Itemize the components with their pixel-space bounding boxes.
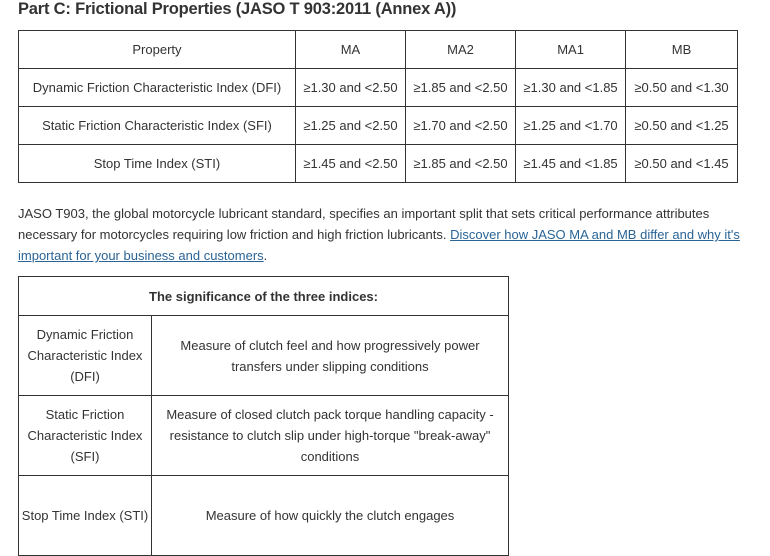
table-cell: ≥1.85 and <2.50: [405, 145, 515, 183]
header-property: Property: [19, 31, 296, 69]
table-row: [19, 396, 509, 476]
index-meaning: Measure of how quickly the clutch engages: [152, 476, 509, 556]
header-ma: MA: [295, 31, 405, 69]
table-cell: ≥1.70 and <2.50: [405, 107, 515, 145]
jaso-ma-mb-link[interactable]: Discover how JASO MA and MB differ and why it's important for your business and customers: [18, 227, 740, 263]
section-heading: Part C: Frictional Properties (JASO T 903:2011 (Annex A)): [18, 0, 457, 18]
property-name: Stop Time Index (STI): [19, 145, 296, 183]
header-mb: MB: [626, 31, 738, 69]
table-cell: ≥1.25 and <2.50: [295, 107, 405, 145]
paragraph-text: JASO T903, the global motorcycle lubricant standard, specifies an important split that sets critical performance attributes necessary for motorcycles requiring low friction and high friction lubricants.: [18, 206, 710, 242]
significance-table: [18, 276, 509, 556]
index-name: Stop Time Index (STI): [19, 476, 152, 556]
index-name: Static Friction Characteristic Index (SFI): [19, 396, 152, 476]
table-row: [19, 107, 738, 145]
frictional-properties-table: [18, 30, 738, 183]
table-cell: ≥0.50 and <1.45: [626, 145, 738, 183]
index-meaning: Measure of closed clutch pack torque handling capacity - resistance to clutch slip under high-torque "break-away" conditions: [152, 396, 509, 476]
table-cell: ≥0.50 and <1.25: [626, 107, 738, 145]
table-header-row: [19, 277, 509, 316]
paragraph-end: .: [263, 248, 268, 263]
index-name: Dynamic Friction Characteristic Index (DFI): [19, 316, 152, 396]
table-cell: ≥1.45 and <2.50: [295, 145, 405, 183]
table-row: [19, 316, 509, 396]
table-cell: ≥0.50 and <1.30: [626, 69, 738, 107]
table-header-row: [19, 31, 738, 69]
property-name: Dynamic Friction Characteristic Index (DFI): [19, 69, 296, 107]
table-cell: ≥1.45 and <1.85: [516, 145, 626, 183]
header-ma2: MA2: [405, 31, 515, 69]
table-cell: ≥1.25 and <1.70: [516, 107, 626, 145]
table-row: [19, 476, 509, 556]
intro-paragraph: [18, 203, 748, 266]
significance-header: The significance of the three indices:: [19, 277, 509, 316]
table-cell: ≥1.85 and <2.50: [405, 69, 515, 107]
table-cell: ≥1.30 and <1.85: [516, 69, 626, 107]
index-meaning: Measure of clutch feel and how progressively power transfers under slipping conditions: [152, 316, 509, 396]
table-row: [19, 69, 738, 107]
header-ma1: MA1: [516, 31, 626, 69]
property-name: Static Friction Characteristic Index (SFI): [19, 107, 296, 145]
table-cell: ≥1.30 and <2.50: [295, 69, 405, 107]
table-row: [19, 145, 738, 183]
